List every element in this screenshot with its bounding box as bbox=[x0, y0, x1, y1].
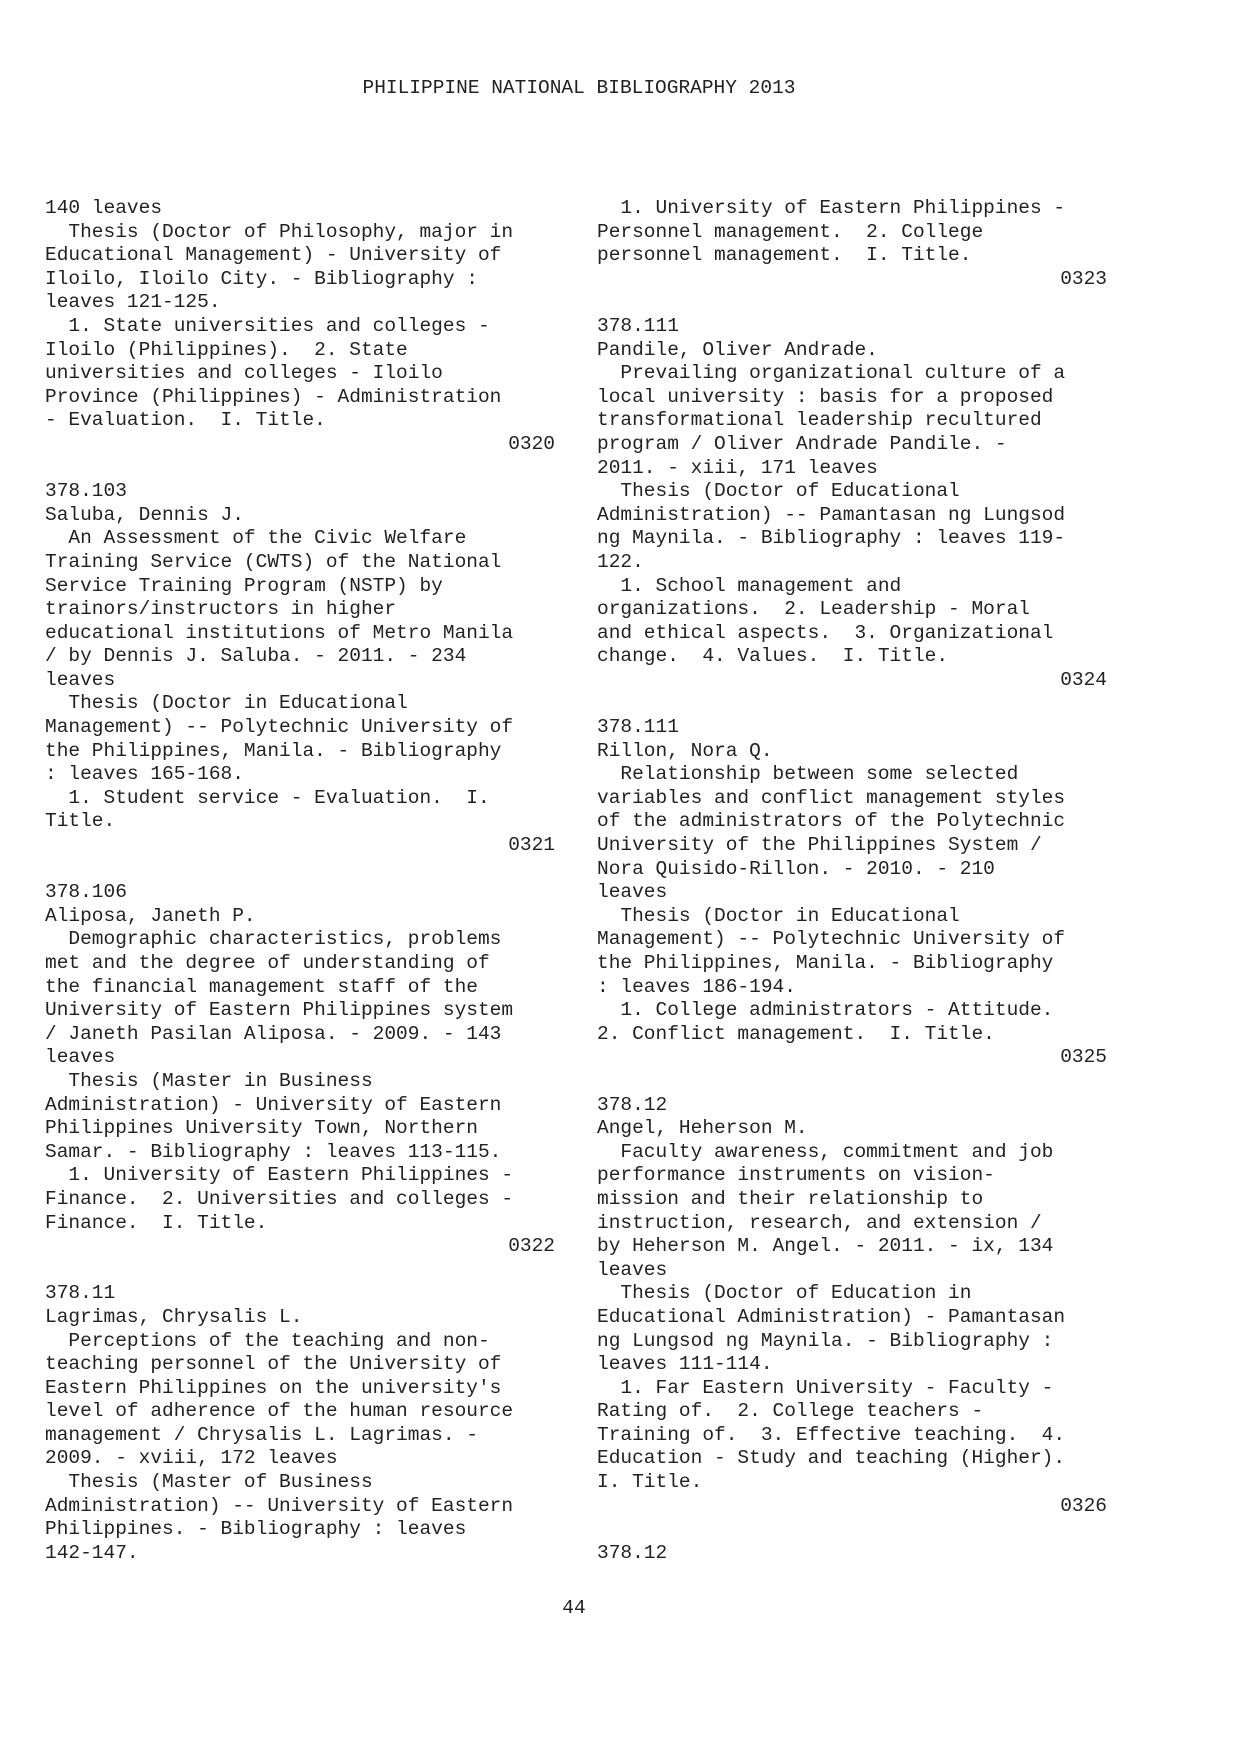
text-line: educational institutions of Metro Manila bbox=[45, 621, 514, 644]
text-line: Management) -- Polytechnic University of bbox=[597, 928, 1066, 951]
text-line bbox=[597, 1070, 1107, 1094]
text-line: leaves bbox=[597, 881, 668, 904]
page-number: 44 bbox=[562, 1597, 586, 1619]
text-line: 378.12 bbox=[597, 1093, 668, 1116]
text-line: Service Training Program (NSTP) by bbox=[45, 574, 443, 597]
text-line: Rating of. 2. College teachers - bbox=[597, 1400, 984, 1423]
text-line: 378.111 bbox=[597, 716, 679, 739]
text-line bbox=[597, 1518, 1107, 1542]
text-line: Province (Philippines) - Administration bbox=[45, 385, 502, 408]
text-line: Iloilo (Philippines). 2. State bbox=[45, 338, 408, 361]
text-line: performance instruments on vision- bbox=[597, 1164, 995, 1187]
right-column bbox=[597, 197, 1107, 1565]
text-line: met and the degree of understanding of bbox=[45, 952, 490, 974]
text-line: by Heherson M. Angel. - 2011. - ix, 134 bbox=[597, 1235, 1054, 1258]
entry-number: 0325 bbox=[1060, 1046, 1107, 1069]
text-line bbox=[45, 858, 555, 882]
entry-number: 0323 bbox=[1060, 267, 1107, 290]
text-line: change. 4. Values. I. Title. bbox=[597, 645, 949, 668]
text-line: 1. College administrators - Attitude. bbox=[597, 999, 1054, 1022]
text-line: Iloilo, Iloilo City. - Bibliography : bbox=[45, 267, 478, 290]
text-line: level of adherence of the human resource bbox=[45, 1400, 514, 1423]
text-line: - Evaluation. I. Title. bbox=[45, 409, 326, 432]
text-line: Saluba, Dennis J. bbox=[45, 503, 244, 526]
text-line: Prevailing organizational culture of a bbox=[597, 362, 1066, 385]
text-line: 1. Student service - Evaluation. I. bbox=[45, 786, 490, 809]
text-line: Nora Quisido-Rillon. - 2010. - 210 bbox=[597, 857, 995, 880]
text-line: Education - Study and teaching (Higher). bbox=[597, 1447, 1066, 1470]
running-head: PHILIPPINE NATIONAL BIBLIOGRAPHY 2013 bbox=[362, 77, 796, 99]
text-line: Finance. I. Title. bbox=[45, 1211, 268, 1234]
left-column bbox=[45, 197, 555, 1565]
text-line: ng Lungsod ng Maynila. - Bibliography : bbox=[597, 1329, 1054, 1352]
text-line: leaves bbox=[597, 1258, 668, 1281]
text-line: 378.106 bbox=[45, 881, 127, 904]
text-line: 140 leaves bbox=[45, 197, 163, 219]
text-line: Aliposa, Janeth P. bbox=[45, 904, 256, 927]
text-line: and ethical aspects. 3. Organizational bbox=[597, 621, 1054, 644]
text-line: 2. Conflict management. I. Title. bbox=[597, 1022, 995, 1045]
text-line: I. Title. bbox=[597, 1471, 703, 1494]
text-line: organizations. 2. Leadership - Moral bbox=[597, 598, 1030, 621]
text-line: ng Maynila. - Bibliography : leaves 119- bbox=[597, 527, 1066, 550]
text-line: 2009. - xviii, 172 leaves bbox=[45, 1447, 338, 1470]
text-line: An Assessment of the Civic Welfare bbox=[45, 527, 467, 550]
text-line: the financial management staff of the bbox=[45, 975, 478, 998]
text-line: Samar. - Bibliography : leaves 113-115. bbox=[45, 1140, 502, 1163]
text-line: local university : basis for a proposed bbox=[597, 385, 1054, 408]
text-line: 142-147. bbox=[45, 1541, 139, 1564]
text-line: Thesis (Doctor of Educational bbox=[597, 480, 960, 503]
text-line: Educational Administration) - Pamantasan bbox=[597, 1305, 1066, 1328]
text-line: Administration) - University of Eastern bbox=[45, 1093, 502, 1116]
text-line: : leaves 165-168. bbox=[45, 763, 244, 786]
text-line: personnel management. I. Title. bbox=[597, 244, 972, 267]
text-line: Perceptions of the teaching and non- bbox=[45, 1329, 490, 1352]
text-line: teaching personnel of the University of bbox=[45, 1353, 502, 1376]
entry-number: 0321 bbox=[508, 834, 555, 857]
text-line: Personnel management. 2. College bbox=[597, 220, 984, 243]
text-line: Title. bbox=[45, 810, 116, 833]
text-line: program / Oliver Andrade Pandile. - bbox=[597, 432, 1007, 455]
text-line: 1. University of Eastern Philippines - bbox=[45, 1164, 514, 1187]
text-line: Training Service (CWTS) of the National bbox=[45, 550, 502, 573]
text-line: 1. University of Eastern Philippines - bbox=[597, 197, 1066, 219]
text-line: Thesis (Doctor in Educational bbox=[597, 904, 960, 927]
text-line: Thesis (Doctor of Education in bbox=[597, 1282, 972, 1305]
text-line: Philippines University Town, Northern bbox=[45, 1117, 478, 1140]
text-line: Pandile, Oliver Andrade. bbox=[597, 338, 878, 361]
text-line: management / Chrysalis L. Lagrimas. - bbox=[45, 1423, 478, 1446]
text-line: instruction, research, and extension / bbox=[597, 1211, 1042, 1234]
text-line bbox=[597, 291, 1107, 315]
text-line: Training of. 3. Effective teaching. 4. bbox=[597, 1423, 1066, 1446]
text-line: of the administrators of the Polytechnic bbox=[597, 810, 1066, 833]
text-line: 1. State universities and colleges - bbox=[45, 314, 490, 337]
text-line: universities and colleges - Iloilo bbox=[45, 362, 443, 385]
text-line: Relationship between some selected bbox=[597, 763, 1019, 786]
text-line: 2011. - xiii, 171 leaves bbox=[597, 456, 878, 479]
text-line: 1. School management and bbox=[597, 574, 902, 597]
text-line: trainors/instructors in higher bbox=[45, 598, 397, 621]
text-line: Rillon, Nora Q. bbox=[597, 739, 773, 762]
text-line: the Philippines, Manila. - Bibliography bbox=[597, 952, 1054, 974]
text-line: Administration) -- University of Eastern bbox=[45, 1494, 514, 1517]
text-line: Management) -- Polytechnic University of bbox=[45, 716, 514, 739]
text-line: Educational Management) - University of bbox=[45, 244, 502, 267]
entry-number: 0322 bbox=[508, 1235, 555, 1258]
text-line: 378.111 bbox=[597, 314, 679, 337]
text-line: Angel, Heherson M. bbox=[597, 1117, 808, 1140]
text-line: leaves bbox=[45, 1046, 116, 1069]
text-line: the Philippines, Manila. - Bibliography bbox=[45, 739, 502, 762]
text-line: 378.103 bbox=[45, 480, 127, 503]
entry-number: 0320 bbox=[508, 432, 555, 455]
text-line: Finance. 2. Universities and colleges - bbox=[45, 1187, 514, 1210]
entry-number: 0324 bbox=[1060, 668, 1107, 691]
text-line: 378.12 bbox=[597, 1541, 668, 1564]
text-line bbox=[45, 1259, 555, 1283]
text-line: Thesis (Master of Business bbox=[45, 1471, 373, 1494]
text-line bbox=[45, 457, 555, 481]
text-line: variables and conflict management styles bbox=[597, 786, 1066, 809]
text-line bbox=[597, 692, 1107, 716]
text-line: Thesis (Doctor in Educational bbox=[45, 692, 408, 715]
text-line: Demographic characteristics, problems bbox=[45, 928, 502, 951]
text-line: University of the Philippines System / bbox=[597, 834, 1042, 857]
text-line: 122. bbox=[597, 550, 644, 573]
text-line: Thesis (Master in Business bbox=[45, 1069, 373, 1092]
text-line: 378.11 bbox=[45, 1282, 116, 1305]
text-line: Philippines. - Bibliography : leaves bbox=[45, 1518, 467, 1541]
text-line: Administration) -- Pamantasan ng Lungsod bbox=[597, 503, 1066, 526]
text-line: leaves 111-114. bbox=[597, 1353, 773, 1376]
text-line: Faculty awareness, commitment and job bbox=[597, 1140, 1054, 1163]
entry-number: 0326 bbox=[1060, 1494, 1107, 1517]
text-line: : leaves 186-194. bbox=[597, 975, 796, 998]
text-line: transformational leadership recultured bbox=[597, 409, 1042, 432]
text-line: 1. Far Eastern University - Faculty - bbox=[597, 1376, 1054, 1399]
text-line: Thesis (Doctor of Philosophy, major in bbox=[45, 220, 514, 243]
text-line: / Janeth Pasilan Aliposa. - 2009. - 143 bbox=[45, 1022, 502, 1045]
text-line: Lagrimas, Chrysalis L. bbox=[45, 1305, 303, 1328]
text-line: leaves 121-125. bbox=[45, 291, 221, 314]
text-line: University of Eastern Philippines system bbox=[45, 999, 514, 1022]
text-line: Eastern Philippines on the university's bbox=[45, 1376, 502, 1399]
text-line: / by Dennis J. Saluba. - 2011. - 234 bbox=[45, 645, 467, 668]
text-line: leaves bbox=[45, 668, 116, 691]
text-line: mission and their relationship to bbox=[597, 1187, 984, 1210]
